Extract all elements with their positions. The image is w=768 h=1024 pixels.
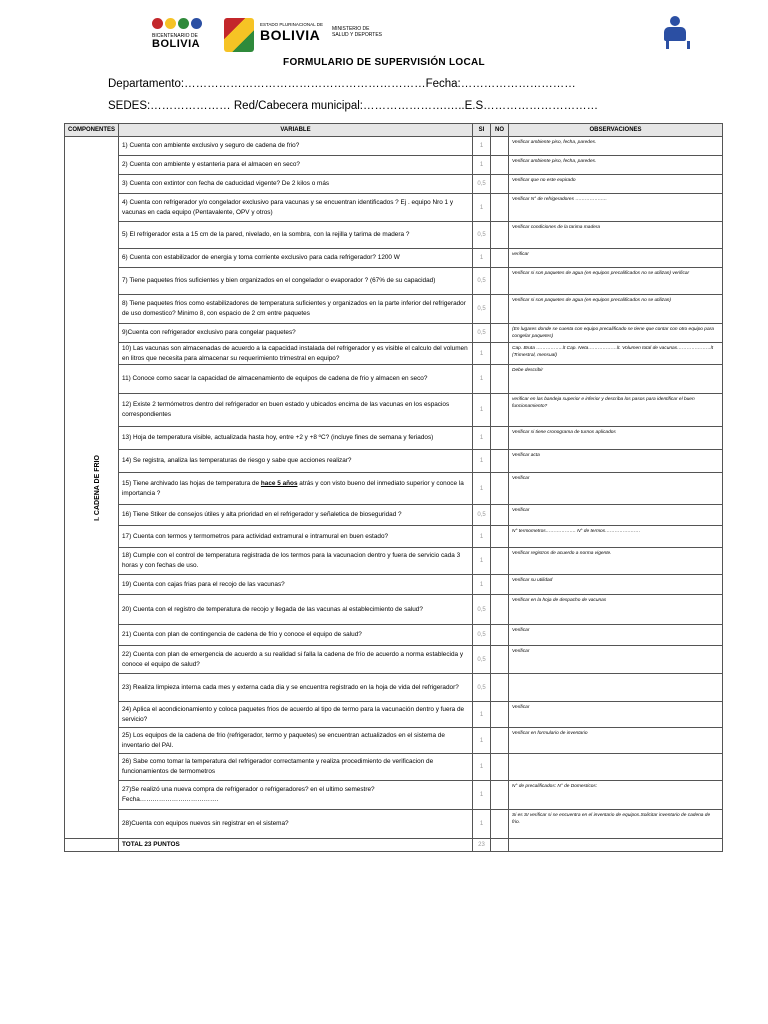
no-score-cell[interactable] [491, 268, 509, 295]
variable-cell: 2) Cuenta con ambiente y estanteria para el almacen en seco? [119, 156, 473, 175]
table-row [65, 394, 723, 427]
no-score-cell[interactable] [491, 222, 509, 249]
variable-cell: 21) Cuenta con plan de contingencia de cadena de frio y conoce el equipo de salud? [119, 625, 473, 646]
ministerio-logo [224, 16, 394, 56]
no-score-cell[interactable] [491, 450, 509, 473]
variable-cell: 23) Realiza limpieza interna cada mes y externa cada dia y se encuentra registrado en la hoja de vida del refrigerador? [119, 674, 473, 702]
variable-cell: 26) Sabe como tomar la temperatura del refrigerador correctamente y realiza procedimiento de verificacion de funcionamientos de termometros [119, 754, 473, 781]
table-row [65, 810, 723, 839]
variable-cell: 7) Tiene paquetes frios suficientes y bien organizados en el congelador o evaporador ? (67% de su capacidad) [119, 268, 473, 295]
observation-cell[interactable]: Verificar en formulario de inventario [509, 728, 723, 754]
observation-cell[interactable]: N° termometros………………. N° de termos…………………. [509, 526, 723, 548]
variable-cell: 27)Se realizó una nueva compra de refrigerador o refrigeradores? en el ultimo semestre? Fecha………………………………. [119, 781, 473, 810]
observation-cell[interactable]: Verificar N° de refrigeradores ……………….. [509, 194, 723, 222]
observation-cell[interactable]: Verificar [509, 473, 723, 505]
table-row [65, 526, 723, 548]
no-score-cell[interactable] [491, 702, 509, 728]
table-row [65, 595, 723, 625]
table-row [65, 646, 723, 674]
si-score-cell[interactable]: 1 [473, 702, 491, 728]
si-score-cell[interactable]: 1 [473, 728, 491, 754]
variable-cell: 8) Tiene paquetes frios como estabilizadores de temperatura suficientes y organizados en la parte inferior del refrigerador de uso domestico? Minimo 8, con espacio de 2 cm entre paquetes [119, 295, 473, 324]
observation-cell[interactable]: Verificar su utilidad [509, 575, 723, 595]
table-row [65, 625, 723, 646]
table-row [65, 156, 723, 175]
observation-cell[interactable]: verificar [509, 249, 723, 268]
supervision-table [64, 123, 723, 852]
ministerio-name: MINISTERIO DE SALUD Y DEPORTES [332, 26, 383, 38]
variable-cell: 4) Cuenta con refrigerador y/o congelador exclusivo para vacunas y se encuentran identificados ? Ej . equipo Nro 1 y vacunas en cada equipo (Pentavalente, OPV y otros) [119, 194, 473, 222]
bicentenario-sub: BICENTENARIO DE [152, 33, 198, 39]
variable-cell: 14) Se registra, analiza las temperaturas de riesgo y sabe que acciones realizar? [119, 450, 473, 473]
si-score-cell[interactable]: 1 [473, 394, 491, 427]
si-score-cell[interactable]: 0,5 [473, 595, 491, 625]
program-logo-icon [662, 16, 688, 50]
component-cell [65, 137, 119, 839]
observation-cell[interactable]: Verificar [509, 646, 723, 674]
variable-cell: 18) Cumple con el control de temperatura registrada de los termos para la vacunacion dentro y fuera de servicio cada 3 horas y con fechas de uso. [119, 548, 473, 575]
table-row [65, 427, 723, 450]
si-score-cell[interactable]: 1 [473, 526, 491, 548]
observation-cell[interactable]: Verificar acta [509, 450, 723, 473]
observation-cell[interactable]: Cap. Bruta ……………..lt Cap. Neta………………lt. Volumen total de vacunas…………………lt (Trimestral, mensual) [509, 343, 723, 365]
table-row [65, 175, 723, 194]
table-row [65, 548, 723, 575]
no-score-cell[interactable] [491, 394, 509, 427]
no-score-cell[interactable] [491, 343, 509, 365]
variable-cell: 25) Los equipos de la cadena de frio (refrigerador, termo y paquetes) se encuentran actualizados en el sistema de inventario del PAI. [119, 728, 473, 754]
si-score-cell[interactable]: 0,5 [473, 674, 491, 702]
header-line-sedes: SEDES:………………… Red/Cabecera municipal:………………….…..E.S………………………… [108, 100, 599, 112]
total-label: TOTAL 23 PUNTOS [119, 839, 473, 852]
total-si: 23 [473, 839, 491, 852]
no-score-cell[interactable] [491, 548, 509, 575]
observation-cell[interactable]: Si es SI verificar si se encuentra en el inventario de equipos.Solicitar inventario de cadena de frio. [509, 810, 723, 839]
table-row [65, 268, 723, 295]
total-spacer [65, 839, 119, 852]
observation-cell[interactable]: (En lugares donde se cuenta con equipo precalificado se tiene que contar con otro equipo para congelar paquetes) [509, 324, 723, 343]
table-row [65, 575, 723, 595]
si-score-cell[interactable]: 1 [473, 137, 491, 156]
observation-cell[interactable]: Verificar que no este expirado [509, 175, 723, 194]
si-score-cell[interactable]: 0,5 [473, 324, 491, 343]
si-score-cell[interactable]: 1 [473, 156, 491, 175]
si-score-cell[interactable]: 1 [473, 575, 491, 595]
estado-sub: ESTADO PLURINACIONAL DE [260, 22, 324, 27]
variable-cell: 10) Las vacunas son almacenadas de acuerdo a la capacidad instalada del refrigerador y es visible el calculo del volumen en litros que necesita para almacenar su requerimiento trimestral en equipo? [119, 343, 473, 365]
no-score-cell[interactable] [491, 754, 509, 781]
header-line-departamento: Departamento:………………………………………………………Fecha:………………………… [108, 78, 576, 90]
variable-cell: 28)Cuenta con equipos nuevos sin registrar en el sistema? [119, 810, 473, 839]
variable-emphasis: hace 5 años [260, 479, 298, 487]
no-score-cell[interactable] [491, 595, 509, 625]
bolivia-emblem-icon [224, 18, 254, 52]
si-score-cell[interactable]: 1 [473, 194, 491, 222]
bicentenario-mark-icon [152, 16, 210, 32]
observation-cell[interactable]: Verificar [509, 702, 723, 728]
table-header-row [65, 124, 723, 137]
si-score-cell[interactable]: 0,5 [473, 222, 491, 249]
variable-text: atrás y con visto bueno del inmediato superior y conoce la importancia ? [122, 479, 464, 497]
variable-cell: 22) Cuenta con plan de emergencia de acuerdo a su realidad si falla la cadena de frío de acuerdo a norma establecida y conoce el equipo de salud? [119, 646, 473, 674]
si-score-cell[interactable]: 1 [473, 450, 491, 473]
total-row [65, 839, 723, 852]
variable-cell: 19) Cuenta con cajas frias para el recojo de las vacunas? [119, 575, 473, 595]
observation-cell[interactable]: Debe describir [509, 365, 723, 394]
variable-cell: 24) Aplica el acondicionamiento y coloca paquetes frios de acuerdo al tipo de termo para la vacunación dentro y fuera de servicio? [119, 702, 473, 728]
observation-cell[interactable]: N° de precalificados: N° de Domesticos: [509, 781, 723, 810]
no-score-cell[interactable] [491, 674, 509, 702]
no-score-cell[interactable] [491, 505, 509, 526]
si-score-cell[interactable]: 1 [473, 810, 491, 839]
bicentenario-big: BOLIVIA [152, 38, 201, 50]
form-title: FORMULARIO DE SUPERVISIÓN LOCAL [283, 57, 485, 68]
table-row [65, 728, 723, 754]
table-row [65, 702, 723, 728]
col-no: NO [491, 124, 509, 137]
table-row [65, 137, 723, 156]
table-row [65, 781, 723, 810]
no-score-cell[interactable] [491, 728, 509, 754]
no-score-cell[interactable] [491, 365, 509, 394]
observation-cell[interactable]: Verificar si son paquetes de agua (en equipos precalificados no se utilizan) verificar [509, 268, 723, 295]
variable-cell: 3) Cuenta con extintor con fecha de caducidad vigente? De 2 kilos o más [119, 175, 473, 194]
no-score-cell[interactable] [491, 137, 509, 156]
table-row [65, 222, 723, 249]
variable-cell [119, 473, 473, 505]
no-score-cell[interactable] [491, 473, 509, 505]
no-score-cell[interactable] [491, 156, 509, 175]
col-componentes: COMPONENTES [65, 124, 119, 137]
si-score-cell[interactable]: 1 [473, 343, 491, 365]
variable-cell: 16) Tiene Stiker de consejos útiles y alta prioridad en el refrigerador y señaletica de bioseguridad ? [119, 505, 473, 526]
variable-cell: 20) Cuenta con el registro de temperatura de recojo y llegada de las vacunas al establecimiento de salud? [119, 595, 473, 625]
si-score-cell[interactable]: 1 [473, 781, 491, 810]
table-row [65, 324, 723, 343]
si-score-cell[interactable]: 1 [473, 754, 491, 781]
table-row [65, 674, 723, 702]
col-si: SI [473, 124, 491, 137]
variable-cell: 17) Cuenta con termos y termometros para actividad extramural e intramural en buen estado? [119, 526, 473, 548]
observation-cell[interactable]: Verificar si son paquetes de agua (en equipos precalificados no se utilizan) [509, 295, 723, 324]
variable-cell: 13) Hoja de temperatura visible, actualizada hasta hoy, entre +2 y +8 ºC? (incluye fines de semana y feriados) [119, 427, 473, 450]
si-score-cell[interactable]: 1 [473, 473, 491, 505]
table-row [65, 450, 723, 473]
si-score-cell[interactable]: 0,5 [473, 646, 491, 674]
observation-cell[interactable]: Verificar [509, 505, 723, 526]
table-row [65, 505, 723, 526]
variable-cell: 12) Existe 2 termómetros dentro del refrigerador en buen estado y ubicados encima de las vacunas en los espacios correspondientes [119, 394, 473, 427]
table-row [65, 365, 723, 394]
bicentenario-logo [152, 16, 210, 54]
variable-cell: 5) El refrigerador esta a 15 cm de la pared, nivelado, en la sombra, con la rejilla y tarima de madera ? [119, 222, 473, 249]
variable-cell: 9)Cuenta con refrigerador exclusivo para congelar paquetes? [119, 324, 473, 343]
total-no [491, 839, 509, 852]
no-score-cell[interactable] [491, 249, 509, 268]
variable-cell: 11) Conoce como sacar la capacidad de almacenamiento de equipos de cadena de frio y almacen en seco? [119, 365, 473, 394]
variable-text: 15) Tiene archivado las hojas de temperatura de [122, 479, 261, 487]
total-obs [509, 839, 723, 852]
si-score-cell[interactable]: 1 [473, 427, 491, 450]
table-row [65, 343, 723, 365]
no-score-cell[interactable] [491, 810, 509, 839]
no-score-cell[interactable] [491, 575, 509, 595]
table-row [65, 249, 723, 268]
observation-cell[interactable] [509, 674, 723, 702]
observation-cell[interactable]: Verificar si tiene cronograma de turnos aplicados [509, 427, 723, 450]
si-score-cell[interactable]: 1 [473, 365, 491, 394]
observation-cell[interactable]: Verificar en la hoja de despacho de vacunas [509, 595, 723, 625]
no-score-cell[interactable] [491, 194, 509, 222]
observation-cell[interactable]: Verificar ambiente piso, fecha, paredes. [509, 156, 723, 175]
no-score-cell[interactable] [491, 175, 509, 194]
component-label: I. CADENA DE FRIO [93, 454, 101, 521]
observation-cell[interactable]: verificar en las bandeja superior e inferior y describa los pasos para identificar el buen funcionamiento? [509, 394, 723, 427]
table-row [65, 295, 723, 324]
observation-cell[interactable]: Verificar registros de acuerdo a norma vigente. [509, 548, 723, 575]
no-score-cell[interactable] [491, 526, 509, 548]
si-score-cell[interactable]: 0,5 [473, 175, 491, 194]
si-score-cell[interactable]: 0,5 [473, 625, 491, 646]
si-score-cell[interactable]: 0,5 [473, 505, 491, 526]
no-score-cell[interactable] [491, 646, 509, 674]
no-score-cell[interactable] [491, 427, 509, 450]
si-score-cell[interactable]: 0,5 [473, 295, 491, 324]
si-score-cell[interactable]: 0,5 [473, 268, 491, 295]
observation-cell[interactable]: Verificar ambiente piso, fecha, paredes. [509, 137, 723, 156]
no-score-cell[interactable] [491, 295, 509, 324]
table-row [65, 473, 723, 505]
col-observaciones: OBSERVACIONES [509, 124, 723, 137]
table-row [65, 194, 723, 222]
observation-cell[interactable]: Verificar condiciones de la tarima madera [509, 222, 723, 249]
observation-cell[interactable]: Verificar [509, 625, 723, 646]
no-score-cell[interactable] [491, 324, 509, 343]
si-score-cell[interactable]: 1 [473, 548, 491, 575]
col-variable: VARIABLE [119, 124, 473, 137]
observation-cell[interactable] [509, 754, 723, 781]
no-score-cell[interactable] [491, 625, 509, 646]
variable-cell: 6) Cuenta con estabilizador de energia y toma corriente exclusivo para cada refrigerador? 1200 W [119, 249, 473, 268]
estado-big: BOLIVIA [260, 27, 321, 43]
si-score-cell[interactable]: 1 [473, 249, 491, 268]
table-row [65, 754, 723, 781]
variable-cell: 1) Cuenta con ambiente exclusivo y seguro de cadena de frio? [119, 137, 473, 156]
no-score-cell[interactable] [491, 781, 509, 810]
